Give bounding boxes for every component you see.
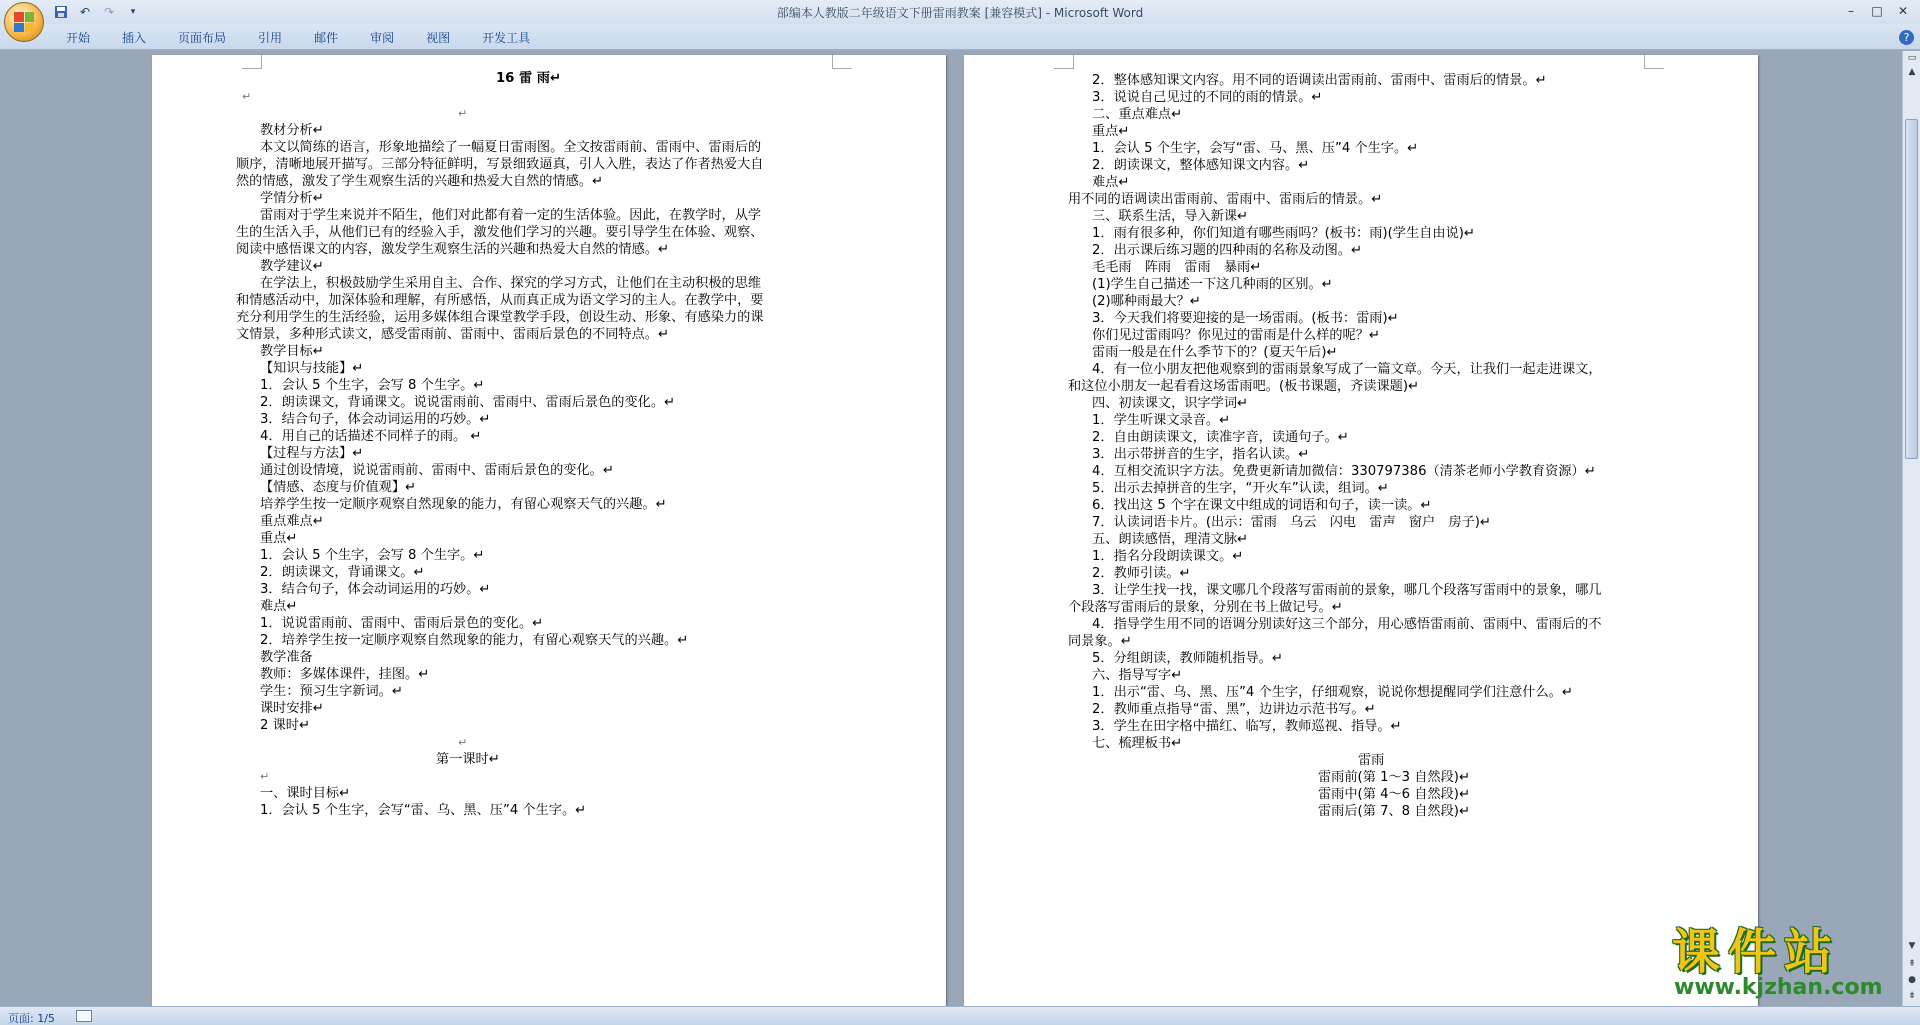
redo-icon[interactable]: ↷: [103, 5, 115, 19]
tab-page-layout[interactable]: 页面布局: [178, 31, 227, 45]
maximize-button[interactable]: □: [1871, 4, 1883, 18]
page-2-line-40: 雷雨: [1358, 753, 1385, 768]
page-1-line-40: 第一课时↵: [436, 752, 500, 767]
page-2-line-26: 7．认读词语卡片。(出示：雷雨 乌云 闪电 雷声 窗户 房子)↵: [1092, 515, 1491, 530]
page-2-line-28: 1．指名分段朗读课文。↵: [1092, 549, 1244, 564]
page-2-line-12: (1)学生自己描述一下这几种雨的区别。↵: [1092, 277, 1333, 292]
page-1-line-10: 阅读中感悟课文的内容，激发学生观察生活的兴趣和热爱大自然的情感。↵: [236, 242, 670, 257]
chevron-down-icon[interactable]: ▾: [130, 7, 136, 17]
page-1-line-16: 教学目标↵: [260, 344, 324, 359]
window-title: 部编本人教版二年级语文下册雷雨教案 [兼容模式] - Microsoft Word: [776, 6, 1144, 20]
page-2-line-21: 2．自由朗读课文，读准字音，读通句子。↵: [1092, 430, 1349, 445]
ribbon-tabs: [0, 24, 1920, 50]
page-1-line-1: ↵: [242, 90, 252, 103]
page-2-line-37: 2．教师重点指导“雷、黑”，边讲边示范书写。↵: [1092, 702, 1376, 717]
page-2-line-22: 3．出示带拼音的生字，指名认读。↵: [1092, 447, 1310, 462]
page-2-line-32: 4．指导学生用不同的语调分别读好这三个部分，用心感悟雷雨前、雷雨中、雷雨后的不: [1092, 617, 1602, 632]
page-2-line-5: 2．朗读课文，整体感知课文内容。↵: [1092, 158, 1310, 173]
page-1-line-27: 重点↵: [260, 531, 298, 546]
tab-home[interactable]: 开始: [66, 31, 91, 45]
page-1-line-23: 通过创设情境，说说雷雨前、雷雨中、雷雨后景色的变化。↵: [260, 463, 614, 478]
page-2-line-31: 个段落写雷雨后的景象，分别在书上做记号。↵: [1068, 600, 1343, 615]
page-1-line-32: 1．说说雷雨前、雷雨中、雷雨后景色的变化。↵: [260, 616, 544, 631]
next-page-icon[interactable]: ⇟: [1908, 991, 1916, 1001]
page-1-line-12: 在学法上，积极鼓励学生采用自主、合作、探究的学习方式，让他们在主动积极的思维: [260, 276, 762, 291]
page-2-line-23: 4．互相交流识字方法。免费更新请加微信：330797386（清茶老师小学教育资源）↵: [1092, 464, 1596, 479]
scroll-down-icon[interactable]: ▼: [1908, 941, 1916, 951]
document-page-1[interactable]: [152, 55, 946, 1006]
page-1-line-29: 2．朗读课文，背诵课文。↵: [260, 565, 425, 580]
page-2-line-34: 5．分组朗读，教师随机指导。↵: [1092, 651, 1283, 666]
tab-mailings[interactable]: 邮件: [314, 31, 339, 45]
crop-mark: [1054, 55, 1074, 69]
office-logo-icon: [14, 12, 34, 32]
crop-mark: [832, 55, 852, 69]
page-1-line-8: 雷雨对于学生来说并不陌生，他们对此都有着一定的生活体验。因此，在教学时，从学: [260, 208, 762, 223]
scroll-thumb[interactable]: [1905, 119, 1918, 459]
page-1-line-37: 课时安排↵: [260, 701, 324, 716]
page-2-line-20: 1．学生听课文录音。↵: [1092, 413, 1231, 428]
page-1-line-35: 教师：多媒体课件，挂图。↵: [260, 667, 430, 682]
page-1-line-17: 【知识与技能】↵: [260, 361, 364, 376]
page-1-line-7: 学情分析↵: [260, 191, 324, 206]
page-2-line-42: 雷雨中(第 4～6 自然段)↵: [1318, 787, 1471, 802]
scroll-up-icon[interactable]: ▲: [1908, 67, 1916, 77]
page-2-line-6: 难点↵: [1092, 175, 1130, 190]
page-1-line-19: 2．朗读课文，背诵课文。说说雷雨前、雷雨中、雷雨后景色的变化。↵: [260, 395, 676, 410]
page-2-line-35: 六、指导写字↵: [1092, 668, 1183, 683]
undo-icon[interactable]: ↶: [79, 5, 91, 19]
office-button[interactable]: [4, 2, 44, 42]
page-1-line-2: ↵: [458, 107, 468, 120]
page-2-line-3: 重点↵: [1092, 124, 1130, 139]
watermark-logo: [1668, 926, 1908, 1004]
page-indicator[interactable]: 页面: 1/5: [8, 1012, 55, 1025]
close-button[interactable]: ✕: [1897, 4, 1909, 18]
page-1-line-36: 学生：预习生字新词。↵: [260, 684, 403, 699]
page-2-line-8: 三、联系生活，导入新课↵: [1092, 209, 1249, 224]
page-1-line-33: 2．培养学生按一定顺序观察自然现象的能力，有留心观察天气的兴趣。↵: [260, 633, 689, 648]
page-2-line-15: 你们见过雷雨吗？你见过的雷雨是什么样的呢？↵: [1092, 328, 1380, 343]
tab-review[interactable]: 审阅: [370, 31, 395, 45]
page-1-line-18: 1．会认 5 个生字，会写 8 个生字。↵: [260, 378, 485, 393]
page-2-line-4: 1．会认 5 个生字，会写“雷、马、黑、压”4 个生字。↵: [1092, 141, 1419, 156]
page-2-line-2: 二、重点难点↵: [1092, 107, 1183, 122]
page-1-line-30: 3．结合句子，体会动词运用的巧妙。↵: [260, 582, 491, 597]
page-2-line-17: 4．有一位小朋友把他观察到的雷雨景象写成了一篇文章。今天，让我们一起走进课文，: [1092, 362, 1602, 377]
tab-developer[interactable]: 开发工具: [482, 31, 531, 45]
page-2-line-11: 毛毛雨 阵雨 雷雨 暴雨↵: [1092, 260, 1262, 275]
page-2-line-33: 同景象。↵: [1068, 634, 1132, 649]
page-1-line-24: 【情感、态度与价值观】↵: [260, 480, 417, 495]
page-1-line-11: 教学建议↵: [260, 259, 324, 274]
tab-references[interactable]: 引用: [258, 31, 283, 45]
document-page-2[interactable]: [964, 55, 1758, 1006]
title-bar: [0, 0, 1920, 24]
browse-object-icon[interactable]: ●: [1908, 975, 1916, 985]
page-2-line-7: 用不同的语调读出雷雨前、雷雨中、雷雨后的情景。↵: [1068, 192, 1383, 207]
page-1-line-28: 1．会认 5 个生字，会写 8 个生字。↵: [260, 548, 485, 563]
page-1-line-31: 难点↵: [260, 599, 298, 614]
page-2-line-1: 3．说说自己见过的不同的雨的情景。↵: [1092, 90, 1323, 105]
ruler-toggle-icon[interactable]: ▭: [1907, 53, 1917, 63]
page-1-line-6: 然的情感，激发了学生观察生活的兴趣和热爱大自然的情感。↵: [236, 174, 604, 189]
page-2-line-13: (2)哪种雨最大？↵: [1092, 294, 1201, 309]
page-1-line-3: 教材分析↵: [260, 123, 324, 138]
watermark-title: 课件站: [1672, 924, 1841, 980]
page-2-line-19: 四、初读课文，识字学词↵: [1092, 396, 1249, 411]
page-2-line-38: 3．学生在田字格中描红、临写，教师巡视、指导。↵: [1092, 719, 1402, 734]
page-1-line-34: 教学准备: [260, 650, 313, 665]
page-1-line-4: 本文以简练的语言，形象地描绘了一幅夏日雷雨图。全文按雷雨前、雷雨中、雷雨后的: [260, 140, 762, 155]
page-1-line-39: ↵: [458, 736, 468, 749]
page-2-line-9: 1．雨有很多种，你们知道有哪些雨吗？(板书：雨)(学生自由说)↵: [1092, 226, 1475, 241]
minimize-button[interactable]: –: [1848, 4, 1854, 18]
window-controls: [1838, 2, 1916, 20]
page-1-line-42: 一、课时目标↵: [260, 786, 351, 801]
page-1-line-43: 1．会认 5 个生字，会写“雷、乌、黑、压”4 个生字。↵: [260, 803, 587, 818]
page-2-line-27: 五、朗读感悟，理清文脉↵: [1092, 532, 1249, 547]
page-2-line-10: 2．出示课后练习题的四种雨的名称及动图。↵: [1092, 243, 1363, 258]
page-2-line-16: 雷雨一般是在什么季节下的？(夏天午后)↵: [1092, 345, 1338, 360]
page-1-line-41: ↵: [260, 770, 270, 783]
page-2-line-25: 6．找出这 5 个字在课文中组成的词语和句子，读一读。↵: [1092, 498, 1432, 513]
page-1-line-20: 3．结合句子，体会动词运用的巧妙。↵: [260, 412, 491, 427]
page-1-line-13: 和情感活动中，加深体验和理解，有所感悟，从而真正成为语文学习的主人。在教学中，要: [236, 293, 764, 308]
page-2-line-14: 3．今天我们将要迎接的是一场雷雨。(板书：雷雨)↵: [1092, 311, 1399, 326]
watermark-url: www.kjzhan.com: [1674, 975, 1883, 1000]
page-2-line-29: 2．教师引读。↵: [1092, 566, 1191, 581]
page-2-line-24: 5．出示去掉拼音的生字，“开火车”认读，组词。↵: [1092, 481, 1389, 496]
page-1-line-14: 充分利用学生的生活经验，运用多媒体组合课堂教学手段，创设生动、形象、有感染力的课: [236, 310, 764, 325]
tab-insert[interactable]: 插入: [122, 31, 147, 45]
previous-page-icon[interactable]: ⇞: [1908, 959, 1916, 969]
help-icon[interactable]: ?: [1899, 30, 1914, 45]
tab-view[interactable]: 视图: [426, 31, 451, 45]
page-2-line-39: 七、梳理板书↵: [1092, 736, 1183, 751]
crop-mark: [1644, 55, 1664, 69]
page-1-line-9: 生的生活入手，从他们已有的经验入手，激发他们学习的兴趣。要引导学生在体验、观察、: [236, 225, 764, 240]
page-2-line-18: 和这位小朋友一起看看这场雷雨吧。(板书课题，齐读课题)↵: [1068, 379, 1420, 394]
page-1-line-25: 培养学生按一定顺序观察自然现象的能力，有留心观察天气的兴趣。↵: [260, 497, 667, 512]
status-bar: [0, 1006, 1920, 1025]
page-1-line-5: 顺序，清晰地展开描写。三部分特征鲜明，写景细致逼真，引人入胜，表达了作者热爱大自: [236, 157, 764, 172]
page-2-line-36: 1．出示“雷、乌、黑、压”4 个生字，仔细观察，说说你想提醒同学们注意什么。↵: [1092, 685, 1573, 700]
proofing-icon[interactable]: [76, 1010, 92, 1022]
page-1-line-0: 16 雷 雨↵: [496, 71, 561, 86]
crop-mark: [242, 55, 262, 69]
document-area[interactable]: [0, 51, 1902, 1006]
page-1-line-15: 文情景，多种形式读文，感受雷雨前、雷雨中、雷雨后景色的不同特点。↵: [236, 327, 670, 342]
page-1-line-21: 4．用自己的话描述不同样子的雨。 ↵: [260, 429, 482, 444]
page-2-line-0: 2．整体感知课文内容。用不同的语调读出雷雨前、雷雨中、雷雨后的情景。↵: [1092, 73, 1547, 88]
page-1-line-26: 重点难点↵: [260, 514, 324, 529]
page-2-line-43: 雷雨后(第 7、8 自然段)↵: [1318, 804, 1471, 819]
page-2-line-41: 雷雨前(第 1～3 自然段)↵: [1318, 770, 1471, 785]
page-1-line-22: 【过程与方法】↵: [260, 446, 364, 461]
page-2-line-30: 3．让学生找一找，课文哪几个段落写雷雨前的景象，哪几个段落写雷雨中的景象，哪几: [1092, 583, 1602, 598]
page-1-line-38: 2 课时↵: [260, 718, 311, 733]
vertical-scrollbar[interactable]: [1902, 51, 1920, 1006]
